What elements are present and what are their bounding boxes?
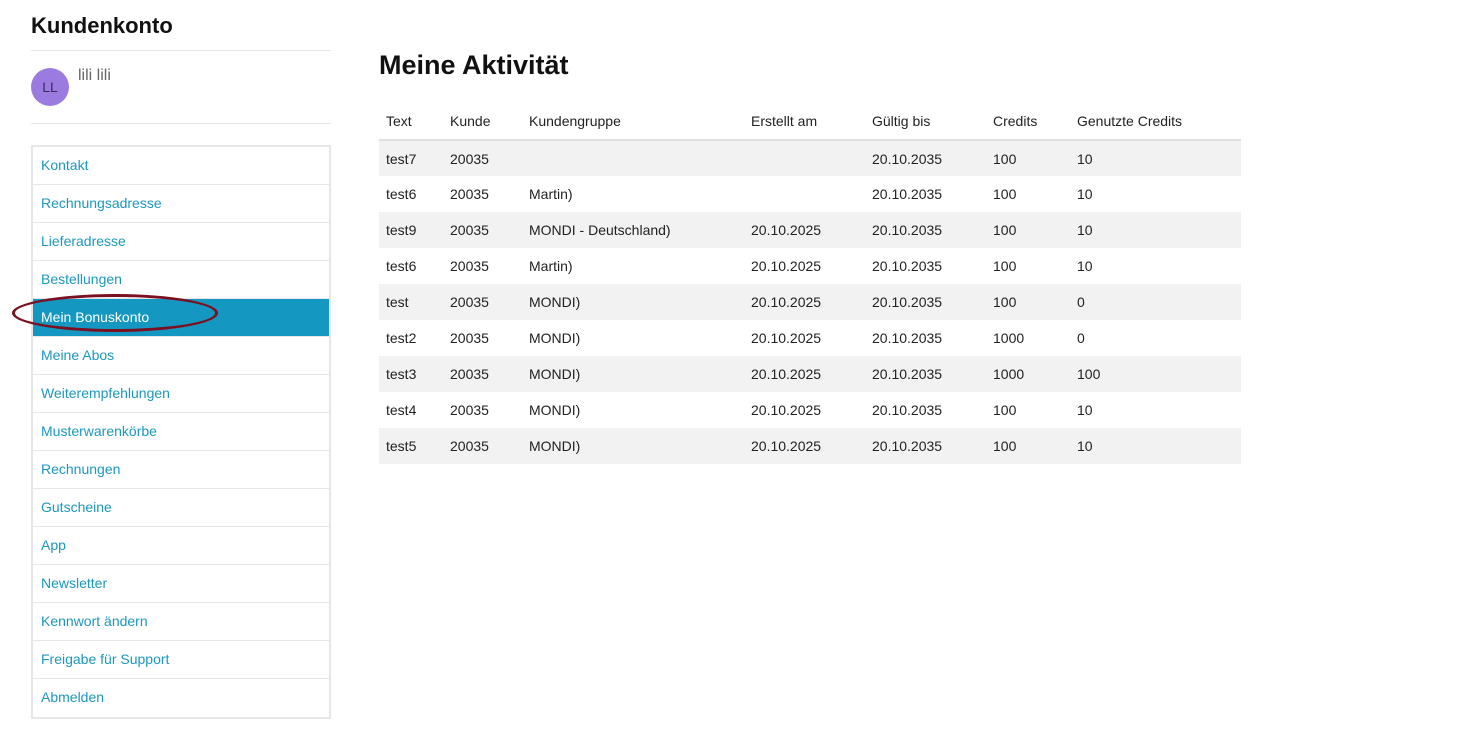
table-cell: 100 bbox=[993, 222, 1017, 238]
table-cell: test6 bbox=[386, 186, 417, 202]
column-header: Gültig bis bbox=[865, 103, 986, 140]
column-header: Text bbox=[379, 103, 443, 140]
table-cell: 20.10.2025 bbox=[751, 438, 822, 454]
nav-item-weiterempfehlungen[interactable]: Weiterempfehlungen bbox=[33, 375, 329, 413]
table-cell: 20.10.2035 bbox=[872, 222, 943, 238]
table-cell: 20.10.2035 bbox=[872, 150, 943, 167]
table-cell: 20.10.2025 bbox=[751, 366, 822, 382]
table-row bbox=[379, 356, 1241, 392]
user-name: lili lili bbox=[78, 67, 111, 84]
nav-item-kontakt[interactable]: Kontakt bbox=[33, 147, 329, 185]
table-row bbox=[379, 284, 1241, 320]
table-cell: 20035 bbox=[450, 150, 489, 167]
user-profile bbox=[31, 51, 331, 124]
table-cell: 10 bbox=[1077, 438, 1093, 454]
table-cell: 20.10.2035 bbox=[872, 294, 943, 310]
table-cell: 20.10.2035 bbox=[872, 438, 943, 454]
nav-item-app[interactable]: App bbox=[33, 527, 329, 565]
table-cell: 20.10.2035 bbox=[872, 258, 943, 274]
table-cell: 100 bbox=[993, 150, 1017, 167]
table-cell: 20035 bbox=[450, 186, 489, 202]
table-cell: 1000 bbox=[993, 366, 1025, 382]
table-cell: Martin) bbox=[529, 186, 573, 202]
table-cell: test7 bbox=[386, 150, 417, 167]
nav-item-lieferadresse[interactable]: Lieferadresse bbox=[33, 223, 329, 261]
table-row bbox=[379, 320, 1241, 356]
table-cell: test bbox=[386, 294, 409, 310]
table-cell: MONDI) bbox=[529, 438, 581, 454]
nav-item-newsletter[interactable]: Newsletter bbox=[33, 565, 329, 603]
table-cell: 20.10.2025 bbox=[751, 222, 822, 238]
table-row bbox=[379, 428, 1241, 464]
nav-item-abmelden[interactable]: Abmelden bbox=[41, 689, 105, 705]
column-header: Erstellt am bbox=[744, 103, 865, 140]
table-cell: 10 bbox=[1077, 402, 1093, 418]
table-cell: Martin) bbox=[529, 258, 573, 274]
avatar: LL bbox=[31, 68, 69, 106]
table-cell: 0 bbox=[1077, 330, 1085, 346]
table-cell: 20035 bbox=[450, 366, 489, 382]
table-cell: 100 bbox=[1077, 366, 1101, 382]
table-cell: 100 bbox=[993, 258, 1017, 274]
table-cell: test2 bbox=[386, 330, 417, 346]
table-row bbox=[379, 212, 1241, 248]
table-cell: 20035 bbox=[450, 438, 489, 454]
table-cell: 10 bbox=[1077, 222, 1093, 238]
nav-item-gutscheine[interactable]: Gutscheine bbox=[33, 489, 329, 527]
nav-item-musterwarenkörbe[interactable]: Musterwarenkörbe bbox=[33, 413, 329, 451]
table-cell: 20.10.2035 bbox=[872, 330, 943, 346]
page-title: Meine Aktivität bbox=[379, 50, 569, 80]
table-row bbox=[379, 248, 1241, 284]
table-row bbox=[379, 176, 1241, 212]
nav-item-rechnungsadresse[interactable]: Rechnungsadresse bbox=[33, 185, 329, 223]
table-cell: 20.10.2035 bbox=[872, 186, 943, 202]
table-cell: 20035 bbox=[450, 294, 489, 310]
table-cell: MONDI - Deutschland) bbox=[529, 222, 671, 238]
table-cell: MONDI) bbox=[529, 402, 581, 418]
table-row bbox=[379, 140, 1241, 176]
table-body bbox=[379, 140, 1241, 464]
table-cell: 1000 bbox=[993, 330, 1025, 346]
table-cell: 0 bbox=[1077, 294, 1085, 310]
table-cell bbox=[522, 140, 744, 176]
nav-item-rechnungen[interactable]: Rechnungen bbox=[33, 451, 329, 489]
table-cell: MONDI) bbox=[529, 330, 581, 346]
table-cell: MONDI) bbox=[529, 294, 581, 310]
table-cell: 100 bbox=[993, 402, 1017, 418]
table-cell: 20.10.2035 bbox=[872, 402, 943, 418]
table-cell: 20035 bbox=[450, 402, 489, 418]
table-cell: test6 bbox=[386, 258, 417, 274]
table-cell: 20035 bbox=[450, 222, 489, 238]
nav-item-bestellungen[interactable]: Bestellungen bbox=[33, 261, 329, 299]
table-cell: 100 bbox=[993, 294, 1017, 310]
table-cell: 20035 bbox=[450, 258, 489, 274]
table-cell: test4 bbox=[386, 402, 417, 418]
account-nav bbox=[31, 145, 331, 719]
nav-item-mein-bonuskonto[interactable]: Mein Bonuskonto bbox=[33, 299, 329, 337]
table-cell: test3 bbox=[386, 366, 417, 382]
table-cell: 100 bbox=[993, 186, 1017, 202]
table-cell: 10 bbox=[1077, 258, 1093, 274]
table-cell bbox=[744, 140, 865, 176]
table-cell: 10 bbox=[1077, 150, 1093, 167]
table-cell: 20.10.2025 bbox=[751, 294, 822, 310]
table-cell: test9 bbox=[386, 222, 417, 238]
column-header: Credits bbox=[986, 103, 1070, 140]
table-cell: MONDI) bbox=[529, 366, 581, 382]
table-cell: 100 bbox=[993, 438, 1017, 454]
table-cell: 20.10.2025 bbox=[751, 258, 822, 274]
column-header: Kunde bbox=[443, 103, 522, 140]
column-header: Kundengruppe bbox=[522, 103, 744, 140]
column-header: Genutzte Credits bbox=[1070, 103, 1241, 140]
table-cell: 10 bbox=[1077, 186, 1093, 202]
activity-table bbox=[379, 103, 1241, 464]
nav-item-meine-abos[interactable]: Meine Abos bbox=[33, 337, 329, 375]
table-cell: 20.10.2025 bbox=[751, 402, 822, 418]
table-row bbox=[379, 392, 1241, 428]
account-sidebar bbox=[31, 0, 331, 719]
table-cell: 20.10.2025 bbox=[751, 330, 822, 346]
nav-item-kennwort-ändern[interactable]: Kennwort ändern bbox=[33, 603, 329, 641]
account-title: Kundenkonto bbox=[31, 13, 331, 51]
table-cell: 20.10.2035 bbox=[872, 366, 943, 382]
nav-item-freigabe-für-support[interactable]: Freigabe für Support bbox=[33, 641, 329, 679]
table-header-row bbox=[379, 103, 1241, 140]
table-cell: test5 bbox=[386, 438, 417, 454]
table-cell: 20035 bbox=[450, 330, 489, 346]
table-cell bbox=[744, 176, 865, 212]
